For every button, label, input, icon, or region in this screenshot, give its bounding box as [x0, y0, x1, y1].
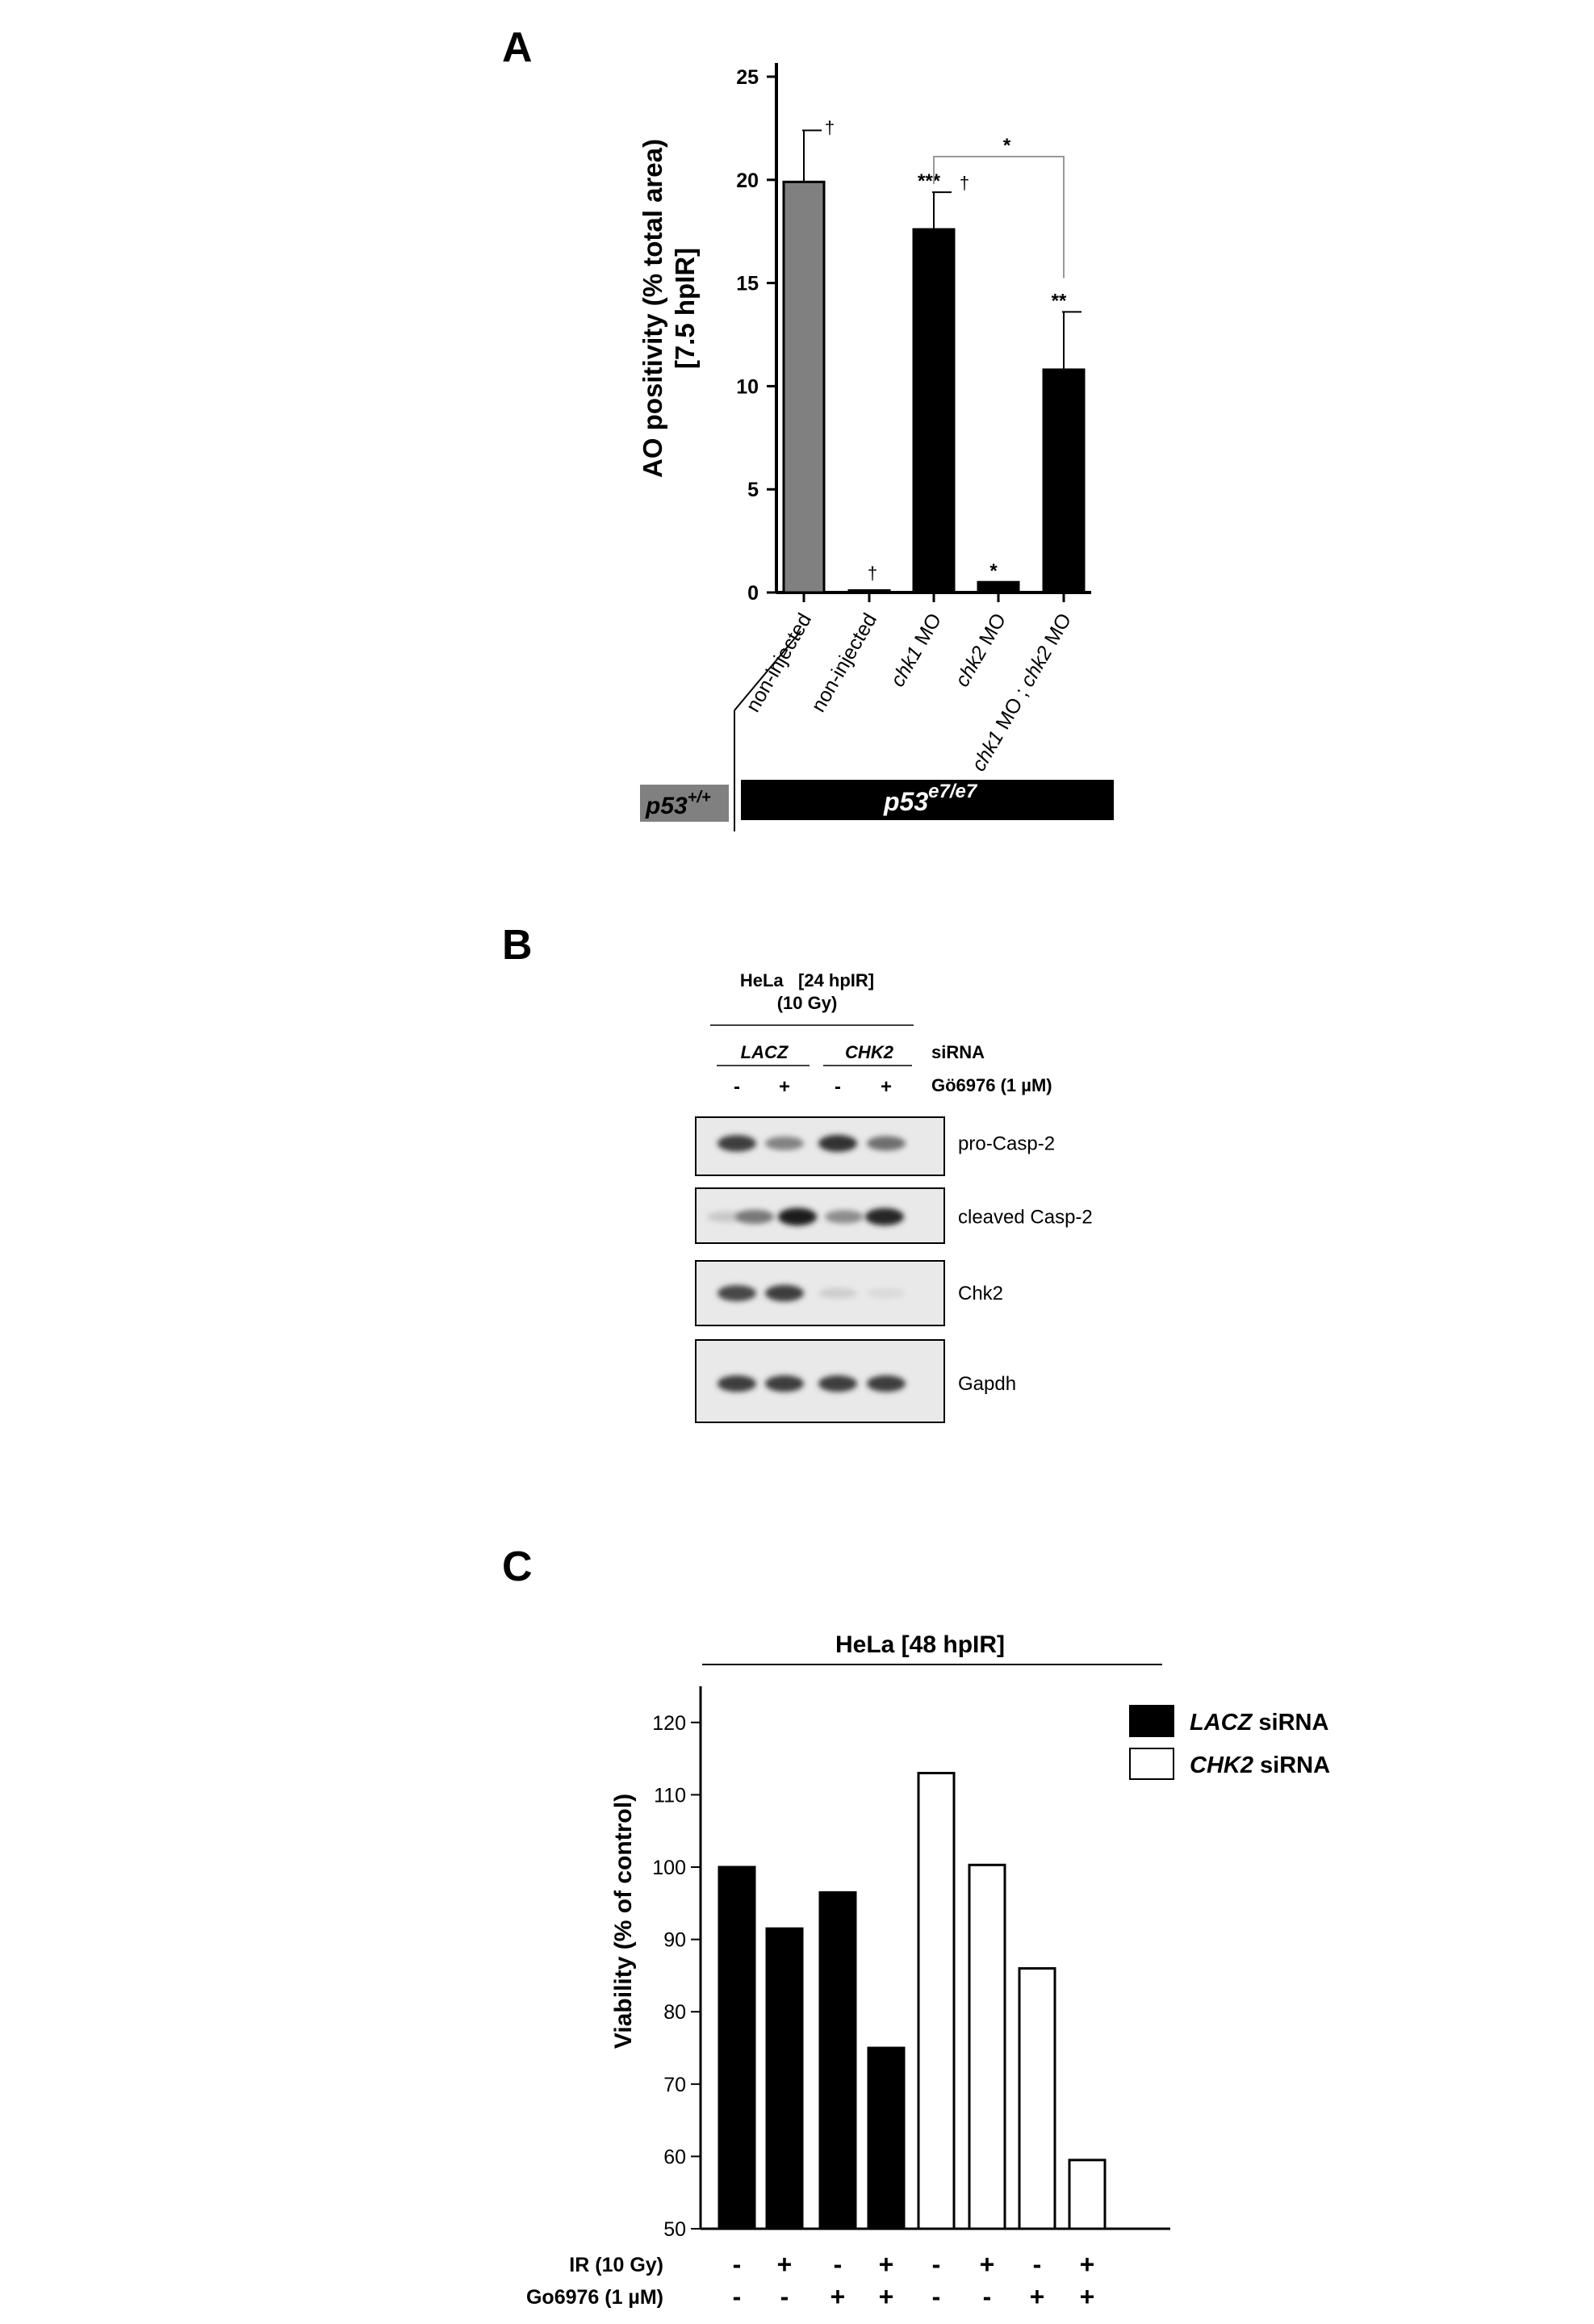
blot-panel-pro-casp-2	[696, 1117, 1055, 1175]
panel-a-y-tick-label: 5	[747, 479, 759, 502]
blot-band-label: cleaved Casp-2	[958, 1206, 1093, 1229]
panel-a-y-tick-label: 20	[736, 169, 759, 192]
blot-band	[778, 1208, 817, 1225]
blot-group-chk2: CHK2	[845, 1042, 893, 1062]
panel-a-x-label: chk1 MO ; chk2 MO	[967, 609, 1077, 776]
panel-c-bar	[969, 1865, 1005, 2229]
genotype-wt-label: p53+/+	[646, 789, 711, 819]
panel-c-row-label: Go6976 (1 µM)	[525, 2286, 663, 2309]
panel-c-row-sign: -	[982, 2282, 992, 2311]
blot-band	[765, 1285, 804, 1302]
blot-band-label: pro-Casp-2	[958, 1133, 1056, 1155]
panel-a-y-tick-label: 0	[747, 582, 759, 605]
panel-a-chart	[638, 63, 1114, 831]
panel-c-y-tick-label: 60	[663, 2146, 686, 2169]
panel-c-legend-label: LACZ siRNA	[1190, 1710, 1329, 1736]
panel-c-row-sign: -	[931, 2282, 941, 2311]
panel-a-significance: **	[1051, 290, 1067, 312]
blot-band-label: Gapdh	[958, 1373, 1017, 1396]
panel-c-legend-swatch	[1130, 1706, 1174, 1736]
panel-c-y-tick-label: 100	[652, 1857, 686, 1879]
panel-a-dagger: †	[824, 117, 835, 138]
panel-c-y-tick-label: 80	[663, 2001, 686, 2025]
panel-c-y-tick-label: 70	[663, 2073, 686, 2096]
panel-a-bar	[1044, 370, 1084, 593]
panel-c-bar	[868, 2048, 904, 2229]
panel-c-row-sign: +	[878, 2282, 894, 2311]
blot-band	[765, 1137, 804, 1150]
panel-a-significance: ***	[917, 170, 941, 193]
panel-c-row-sign: +	[1079, 2250, 1095, 2279]
blot-drug-sign: -	[835, 1076, 841, 1098]
panel-c-label: C	[502, 1543, 533, 1590]
blot-band-label: Chk2	[958, 1283, 1004, 1304]
panel-c-bar	[719, 1867, 755, 2229]
blot-band	[865, 1208, 904, 1226]
blot-header-line2: (10 Gy)	[776, 993, 838, 1013]
panel-a-y-axis-label-line2: [7.5 hpIR]	[670, 247, 700, 370]
panel-c-row-sign: +	[830, 2282, 846, 2311]
panel-a-y-axis-label-line1: AO positivity (% total area)	[638, 139, 667, 478]
panel-c-treatment-rows	[526, 2250, 1094, 2311]
panel-a-bar	[914, 229, 954, 593]
panel-c-bar	[918, 1773, 954, 2229]
panel-a-bracket-label: *	[1002, 135, 1011, 157]
blot-band	[818, 1135, 857, 1152]
western-blot	[696, 970, 1093, 1422]
panel-c-bar	[820, 1892, 856, 2229]
panel-a-y-tick-label: 15	[736, 272, 759, 295]
panel-c-bar	[1019, 1968, 1055, 2229]
panel-c-y-axis-label: Viability (% of control)	[610, 1793, 637, 2050]
panel-c-title: HeLa [48 hpIR]	[835, 1631, 1006, 1658]
panel-c-bars	[719, 1773, 1105, 2229]
panel-c-row-sign: +	[1079, 2282, 1095, 2311]
panel-a-y-tick-label: 25	[736, 66, 759, 89]
panel-a-label: A	[502, 24, 533, 71]
panel-a-x-label: chk2 MO	[950, 609, 1011, 691]
blot-drug-signs	[734, 1076, 892, 1098]
panel-a-x-label: non-injected	[741, 609, 817, 716]
blot-band	[718, 1135, 756, 1152]
panel-a-x-label: chk1 MO	[885, 609, 947, 691]
panel-a-y-axis-label	[638, 139, 700, 478]
panel-c-row-sign: -	[833, 2250, 843, 2279]
blot-band-panels	[696, 1117, 1093, 1422]
panel-c-row-sign: -	[931, 2250, 941, 2279]
panel-c-y-tick-label: 120	[652, 1711, 686, 1735]
panel-a-x-labels	[742, 609, 1076, 775]
panel-a-bar	[849, 590, 889, 593]
panel-a-bar	[978, 582, 1019, 593]
panel-a-bars	[784, 130, 1084, 593]
panel-a-dagger: †	[867, 563, 878, 584]
blot-group-lacz: LACZ	[740, 1042, 789, 1062]
blot-drug-label: Gö6976 (1 µM)	[931, 1075, 1052, 1095]
blot-drug-sign: +	[880, 1076, 893, 1098]
panel-c-row-sign: -	[732, 2250, 742, 2279]
blot-band	[818, 1376, 857, 1392]
panel-c-y-tick-label: 50	[663, 2218, 686, 2241]
panel-a-significance: *	[989, 560, 998, 583]
panel-c-y-tick-label: 90	[663, 1928, 686, 1952]
blot-band	[735, 1210, 774, 1225]
panel-c-y-tick-label: 110	[654, 1784, 686, 1807]
blot-band	[867, 1288, 906, 1299]
panel-a-x-label: non-injected	[806, 609, 882, 716]
blot-band	[825, 1210, 864, 1224]
panel-c-row-sign: -	[1032, 2250, 1042, 2279]
panel-c-row-sign: +	[878, 2250, 894, 2279]
blot-band	[765, 1376, 804, 1392]
blot-panel-chk2	[696, 1261, 1003, 1325]
panel-a-bar	[784, 182, 824, 593]
blot-band	[867, 1376, 906, 1392]
panel-c-chart	[526, 1631, 1330, 2311]
panel-c-legend-label: CHK2 siRNA	[1190, 1752, 1331, 1778]
panel-a-y-tick-label: 10	[736, 375, 759, 399]
blot-sirna-label: siRNA	[931, 1042, 985, 1062]
blot-drug-sign: -	[734, 1076, 740, 1098]
blot-panel-gapdh	[696, 1340, 1016, 1422]
panel-c-row-label: IR (10 Gy)	[569, 2254, 663, 2276]
blot-band	[867, 1136, 906, 1150]
panel-c-bar	[767, 1928, 802, 2229]
blot-band	[718, 1376, 756, 1392]
panel-c-row-sign: -	[780, 2282, 789, 2311]
blot-drug-sign: +	[778, 1076, 791, 1098]
blot-band	[818, 1288, 857, 1298]
panel-c-legend-swatch	[1130, 1748, 1174, 1779]
blot-panel-cleaved-casp-2	[696, 1188, 1093, 1243]
panel-b-label: B	[502, 922, 533, 969]
panel-c-y-axis-label-wrap	[610, 1794, 637, 2049]
panel-c-row-sign: -	[732, 2282, 742, 2311]
blot-band	[718, 1285, 756, 1301]
panel-c-bar	[1069, 2160, 1105, 2229]
panel-c-legend	[1130, 1706, 1330, 1779]
genotype-mut-label: $p53^{e7/e7}$	[884, 781, 977, 816]
panel-c-row-sign: +	[979, 2250, 995, 2279]
panel-c-row-sign: +	[776, 2250, 793, 2279]
blot-header-line1: HeLa [24 hpIR]	[739, 970, 875, 990]
panel-a-dagger: †	[959, 173, 970, 194]
panel-c-row-sign: +	[1029, 2282, 1045, 2311]
